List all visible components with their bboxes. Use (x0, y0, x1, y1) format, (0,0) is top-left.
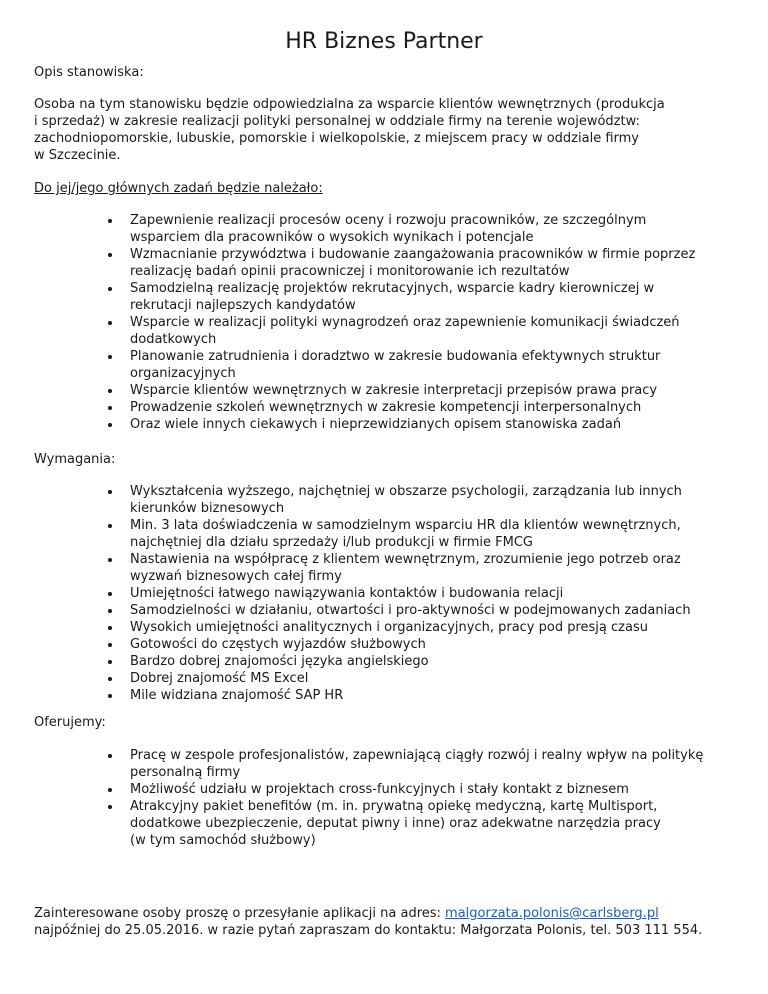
list-item-line: rekrutacji najlepszych kandydatów (130, 298, 356, 313)
list-item (0, 585, 768, 602)
list-item (0, 382, 768, 399)
list-item-line: Umiejętności łatwego nawiązywania kontaktów i budowania relacji (130, 586, 564, 601)
oferujemy-list (0, 747, 768, 849)
opis-line: w Szczecinie. (34, 148, 121, 163)
list-item (0, 781, 768, 798)
opis-line: zachodniopomorskie, lubuskie, pomorskie i wielkopolskie, z miejscem pracy w oddziale firmy (34, 131, 639, 146)
list-item (0, 653, 768, 670)
list-item-line: Zapewnienie realizacji procesów oceny i rozwoju pracowników, ze szczególnym (130, 213, 647, 228)
wymagania-list (0, 483, 768, 704)
section-heading-oferujemy: Oferujemy: (34, 715, 106, 730)
list-item (0, 636, 768, 653)
list-item-line: Wzmacnianie przywództwa i budowanie zaangażowania pracowników w firmie poprzez (130, 247, 696, 262)
list-item-line: realizację badań opinii pracowniczej i monitorowanie ich rezultatów (130, 264, 570, 279)
list-item-line: Wysokich umiejętności analitycznych i organizacyjnych, pracy pod presją czasu (130, 620, 648, 635)
email-link[interactable]: malgorzata.polonis@carlsberg.pl (445, 906, 659, 921)
list-item (0, 314, 768, 348)
list-item (0, 602, 768, 619)
list-item (0, 747, 768, 781)
list-item-line: Wsparcie klientów wewnętrznych w zakresie interpretacji przepisów prawa pracy (130, 383, 658, 398)
section-heading-opis: Opis stanowiska: (34, 65, 144, 80)
opis-paragraph (34, 96, 744, 164)
contact-line-2: najpóźniej do 25.05.2016. w razie pytań zapraszam do kontaktu: Małgorzata Polonis, tel. 503 111 554. (34, 923, 703, 938)
section-heading-wymagania: Wymagania: (34, 452, 116, 467)
list-item-line: najchętniej dla działu sprzedaży i/lub produkcji w firmie FMCG (130, 535, 533, 550)
zadania-list (0, 212, 768, 433)
list-item-line: Prowadzenie szkoleń wewnętrznych w zakresie kompetencji interpersonalnych (130, 400, 642, 415)
list-item-line: Wykształcenia wyższego, najchętniej w obszarze psychologii, zarządzania lub innych (130, 484, 682, 499)
list-item (0, 416, 768, 433)
list-item (0, 517, 768, 551)
list-item-line: dodatkowych (130, 332, 217, 347)
list-item-line: personalną firmy (130, 765, 241, 780)
list-item-line: organizacyjnych (130, 366, 236, 381)
list-item-line: Dobrej znajomość MS Excel (130, 671, 309, 686)
list-item (0, 687, 768, 704)
list-item-line: Wsparcie w realizacji polityki wynagrodzeń oraz zapewnienie komunikacji świadczeń (130, 315, 680, 330)
list-item-line: Samodzielności w działaniu, otwartości i pro-aktywności w podejmowanych zadaniach (130, 603, 691, 618)
list-item-line: Możliwość udziału w projektach cross-funkcyjnych i stały kontakt z biznesem (130, 782, 629, 797)
list-item (0, 399, 768, 416)
list-item-line: Mile widziana znajomość SAP HR (130, 688, 344, 703)
list-item-line: Atrakcyjny pakiet benefitów (m. in. prywatną opiekę medyczną, kartę Multisport, (130, 799, 658, 814)
list-item-line: Min. 3 lata doświadczenia w samodzielnym wsparciu HR dla klientów wewnętrznych, (130, 518, 681, 533)
list-item-line: Bardzo dobrej znajomości języka angielskiego (130, 654, 429, 669)
list-item-line: kierunków biznesowych (130, 501, 285, 516)
list-item-line: (w tym samochód służbowy) (130, 833, 316, 848)
list-item-line: dodatkowe ubezpieczenie, deputat piwny i inne) oraz adekwatne narzędzia pracy (130, 816, 661, 831)
opis-line: i sprzedaż) w zakresie realizacji polityki personalnej w oddziale firmy na terenie województw: (34, 114, 640, 129)
list-item-line: wsparciem dla pracowników o wysokich wynikach i potencjale (130, 230, 534, 245)
list-item (0, 246, 768, 280)
list-item (0, 280, 768, 314)
list-item-line: Oraz wiele innych ciekawych i nieprzewidzianych opisem stanowiska zadań (130, 417, 622, 432)
list-item (0, 798, 768, 849)
list-item (0, 212, 768, 246)
list-item-line: Samodzielną realizację projektów rekrutacyjnych, wsparcie kadry kierowniczej w (130, 281, 655, 296)
page-title: HR Biznes Partner (285, 29, 483, 54)
contact-line-1 (34, 905, 754, 922)
list-item-line: Planowanie zatrudnienia i doradztwo w zakresie budowania efektywnych struktur (130, 349, 661, 364)
opis-line: Osoba na tym stanowisku będzie odpowiedzialna za wsparcie klientów wewnętrznych (produkcja (34, 97, 665, 112)
contact-paragraph (34, 905, 754, 939)
list-item (0, 551, 768, 585)
list-item-line: wyzwań biznesowych całej firmy (130, 569, 342, 584)
section-heading-zadania: Do jej/jego głównych zadań będzie należało: (34, 181, 323, 196)
list-item (0, 619, 768, 636)
contact-prefix: Zainteresowane osoby proszę o przesyłanie aplikacji na adres: (34, 906, 446, 921)
list-item (0, 348, 768, 382)
list-item-line: Nastawienia na współpracę z klientem wewnętrznym, zrozumienie jego potrzeb oraz (130, 552, 681, 567)
list-item (0, 670, 768, 687)
list-item-line: Pracę w zespole profesjonalistów, zapewniającą ciągły rozwój i realny wpływ na politykę (130, 748, 704, 763)
list-item (0, 483, 768, 517)
list-item-line: Gotowości do częstych wyjazdów służbowych (130, 637, 426, 652)
